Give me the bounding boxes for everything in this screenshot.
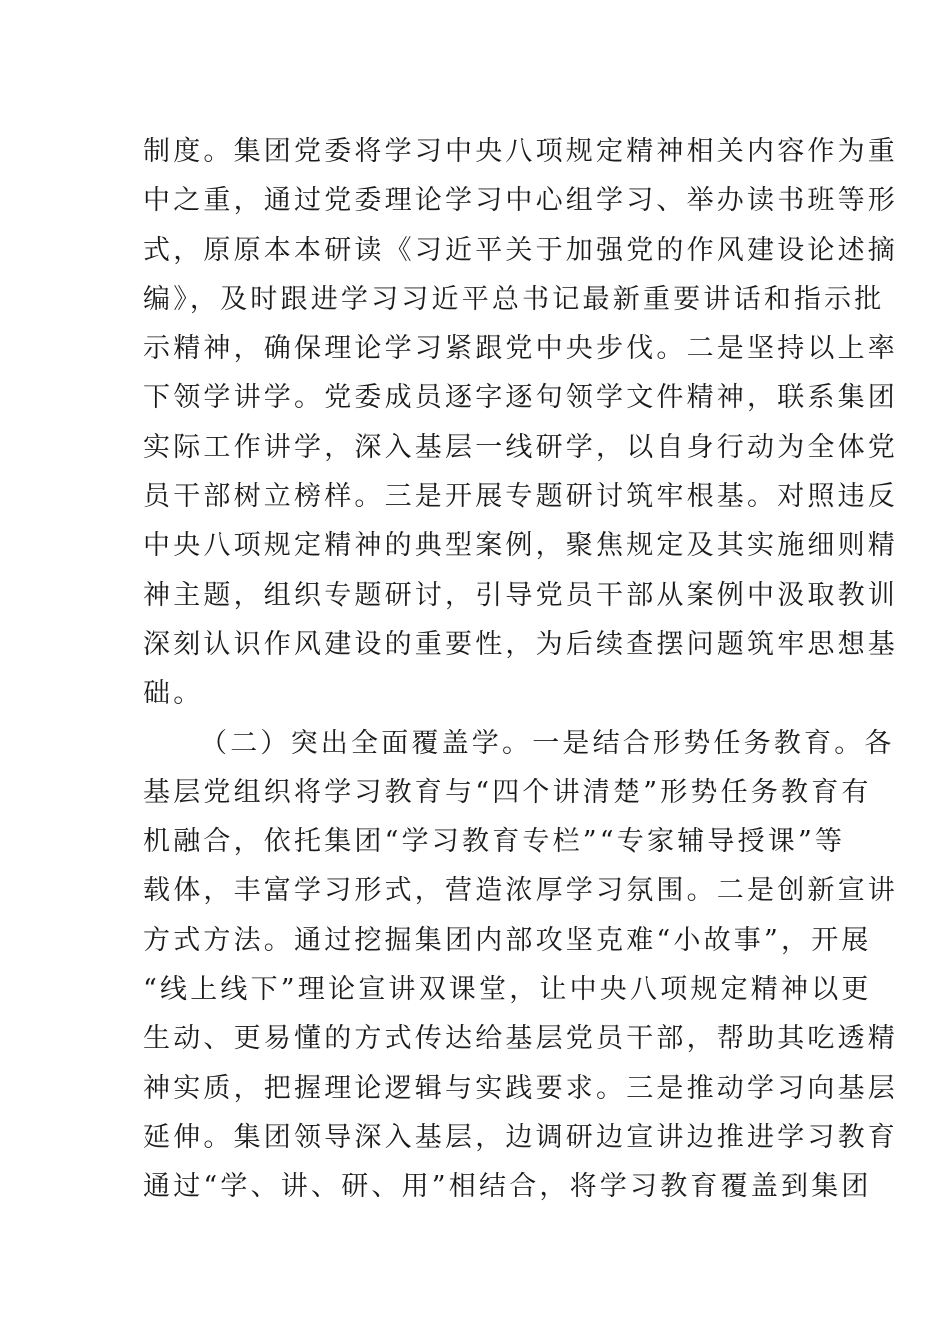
text-line: 编》，及时跟进学习习近平总书记最新重要讲话和指示批 [143,283,885,315]
text-line: 员干部树立榜样。三是开展专题研讨筑牢根基。对照违反 [143,481,898,513]
text-line: 下领学讲学。党委成员逐字逐句领学文件精神，联系集团 [143,382,898,414]
text-line: 载体，丰富学习形式，营造浓厚学习氛围。二是创新宣讲 [143,875,898,907]
text-line: 神主题，组织专题研讨，引导党员干部从案例中汲取教训 [143,579,898,611]
text-line: 中央八项规定精神的典型案例，聚焦规定及其实施细则精 [143,530,898,562]
body-text [143,127,898,1212]
text-line: 延伸。集团领导深入基层，边调研边宣讲边推进学习教育 [143,1121,898,1153]
text-line: 基层党组织将学习教育与“四个讲清楚”形势任务教育有 [143,776,872,808]
text-line: 深刻认识作风建设的重要性，为后续查摆问题筑牢思想基 [143,628,898,660]
text-line: “线上线下”理论宣讲双课堂，让中央八项规定精神以更 [143,974,872,1006]
text-line: 方式方法。通过挖掘集团内部攻坚克难“小故事”，开展 [143,924,872,956]
text-line: 神实质，把握理论逻辑与实践要求。三是推动学习向基层 [143,1072,898,1104]
text-line: 通过“学、讲、研、用”相结合，将学习教育覆盖到集团 [143,1171,872,1203]
text-line: 示精神，确保理论学习紧跟党中央步伐。二是坚持以上率 [143,333,898,365]
text-line: 机融合，依托集团“学习教育专栏”“专家辅导授课”等 [143,826,846,858]
text-line: 制度。集团党委将学习中央八项规定精神相关内容作为重 [143,136,898,167]
text-line: 式，原原本本研读《习近平关于加强党的作风建设论述摘 [143,234,898,266]
text-line: 生动、更易懂的方式传达给基层党员干部，帮助其吃透精 [143,1023,898,1055]
text-line: 中之重，通过党委理论学习中心组学习、举办读书班等形 [143,185,898,217]
section-heading-line: （二）突出全面覆盖学。一是结合形势任务教育。各 [200,727,895,759]
text-line: 础。 [143,678,204,710]
text-line: 实际工作讲学，深入基层一线研学，以自身行动为全体党 [143,431,898,463]
